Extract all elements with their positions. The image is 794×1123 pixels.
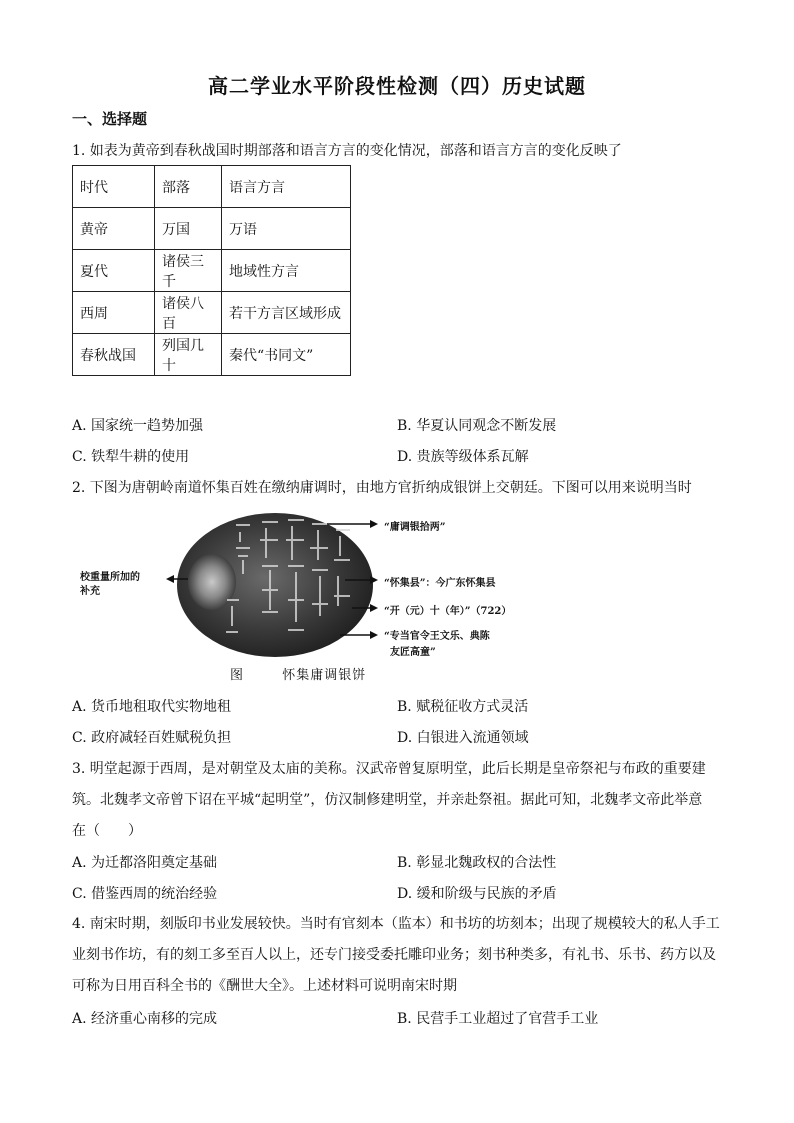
- table-cell: 列国几十: [155, 334, 222, 376]
- table-cell: 诸侯八百: [155, 292, 222, 334]
- supplement-blob: [188, 554, 236, 610]
- section-heading: 一、选择题: [72, 110, 148, 128]
- arrow-left-icon: [166, 575, 174, 583]
- table-header-cell: 部落: [155, 166, 222, 208]
- figure-annotation: “庸调银拾两”: [384, 522, 446, 533]
- q1-option-b[interactable]: B. 华夏认同观念不断发展: [397, 418, 557, 434]
- q3-option-b[interactable]: B. 彰显北魏政权的合法性: [397, 855, 557, 871]
- q1-option-c[interactable]: C. 铁犁牛耕的使用: [72, 449, 190, 465]
- q1-option-a[interactable]: A. 国家统一趋势加强: [72, 418, 204, 434]
- q2-option-c[interactable]: C. 政府减轻百姓赋税负担: [72, 730, 232, 746]
- q4-stem-line: 可称为日用百科全书的《酬世大全》。上述材料可说明南宋时期: [72, 978, 457, 994]
- figure-left-label-line: 校重量所加的: [80, 572, 140, 583]
- figure-left-label: [80, 571, 140, 599]
- table-cell: 地域性方言: [222, 250, 351, 292]
- q3-stem-line: 3. 明堂起源于西周，是对朝堂及太庙的美称。汉武帝曾复原明堂，此后长期是皇帝祭祀与布政的重要建: [72, 761, 706, 777]
- figure-annotation: “开（元）十（年）”（722）: [384, 606, 512, 617]
- q3-stem-line: 筑。北魏孝文帝曾下诏在平城“起明堂”，仿汉制修建明堂，并亲赴祭祖。据此可知，北魏孝文帝此举意: [72, 792, 703, 808]
- figure-caption-text: 怀集庸调银饼: [282, 668, 367, 683]
- q2-option-b[interactable]: B. 赋税征收方式灵活: [397, 699, 529, 715]
- figure-annotation: “怀集县”：今广东怀集县: [384, 578, 496, 589]
- figure-caption: [230, 664, 366, 683]
- figure-annotation-line: “专当官令王文乐、典陈: [384, 631, 490, 642]
- table-header-cell: 语言方言: [222, 166, 351, 208]
- figure-caption-prefix: 图: [230, 668, 245, 683]
- q2-option-d[interactable]: D. 白银进入流通领域: [397, 730, 529, 746]
- table-header-cell: 时代: [73, 166, 155, 208]
- table-cell: 夏代: [73, 250, 155, 292]
- figure-annotation: [384, 629, 490, 661]
- q4-stem-line: 业刻书作坊，有的刻工多至百人以上，还专门接受委托雕印业务；刻书种类多，有礼书、乐书、药方以及: [72, 947, 716, 963]
- arrow-right-icon: [370, 520, 378, 528]
- q3-stem-line: 在（ ）: [72, 823, 142, 839]
- page-title: 高二学业水平阶段性检测（四）历史试题: [208, 74, 586, 98]
- q4-stem-line: 4. 南宋时期，刻版印书业发展较快。当时有官刻本（监本）和书坊的坊刻本；出现了规模较大的私人手工: [72, 916, 720, 932]
- q2-option-a[interactable]: A. 货币地租取代实物地租: [72, 699, 232, 715]
- table-cell: 春秋战国: [73, 334, 155, 376]
- q4-option-b[interactable]: B. 民营手工业超过了官营手工业: [397, 1011, 599, 1027]
- table-cell: 黄帝: [73, 208, 155, 250]
- figure-left-label-line: 补充: [80, 586, 100, 597]
- q1-option-d[interactable]: D. 贵族等级体系瓦解: [397, 449, 529, 465]
- arrow-right-icon: [370, 631, 378, 639]
- q3-option-d[interactable]: D. 缓和阶级与民族的矛盾: [397, 886, 557, 902]
- table-cell: 诸侯三千: [155, 250, 222, 292]
- table-cell: 若干方言区域形成: [222, 292, 351, 334]
- figure-annotation-line: 友匠高童”: [390, 647, 436, 658]
- arrow-right-icon: [370, 576, 378, 584]
- q3-option-a[interactable]: A. 为迁都洛阳奠定基础: [72, 855, 218, 871]
- arrow-right-icon: [370, 604, 378, 612]
- q3-option-c[interactable]: C. 借鉴西周的统治经验: [72, 886, 218, 902]
- table-cell: 西周: [73, 292, 155, 334]
- q2-stem: 2. 下图为唐朝岭南道怀集百姓在缴纳庸调时，由地方官折纳成银饼上交朝廷。下图可以用来说明当时: [72, 480, 692, 496]
- q4-option-a[interactable]: A. 经济重心南移的完成: [72, 1011, 218, 1027]
- q1-stem: 1. 如表为黄帝到春秋战国时期部落和语言方言的变化情况，部落和语言方言的变化反映了: [72, 143, 622, 159]
- table-cell: 万语: [222, 208, 351, 250]
- table-cell: 秦代“书同文”: [222, 334, 351, 376]
- table-cell: 万国: [155, 208, 222, 250]
